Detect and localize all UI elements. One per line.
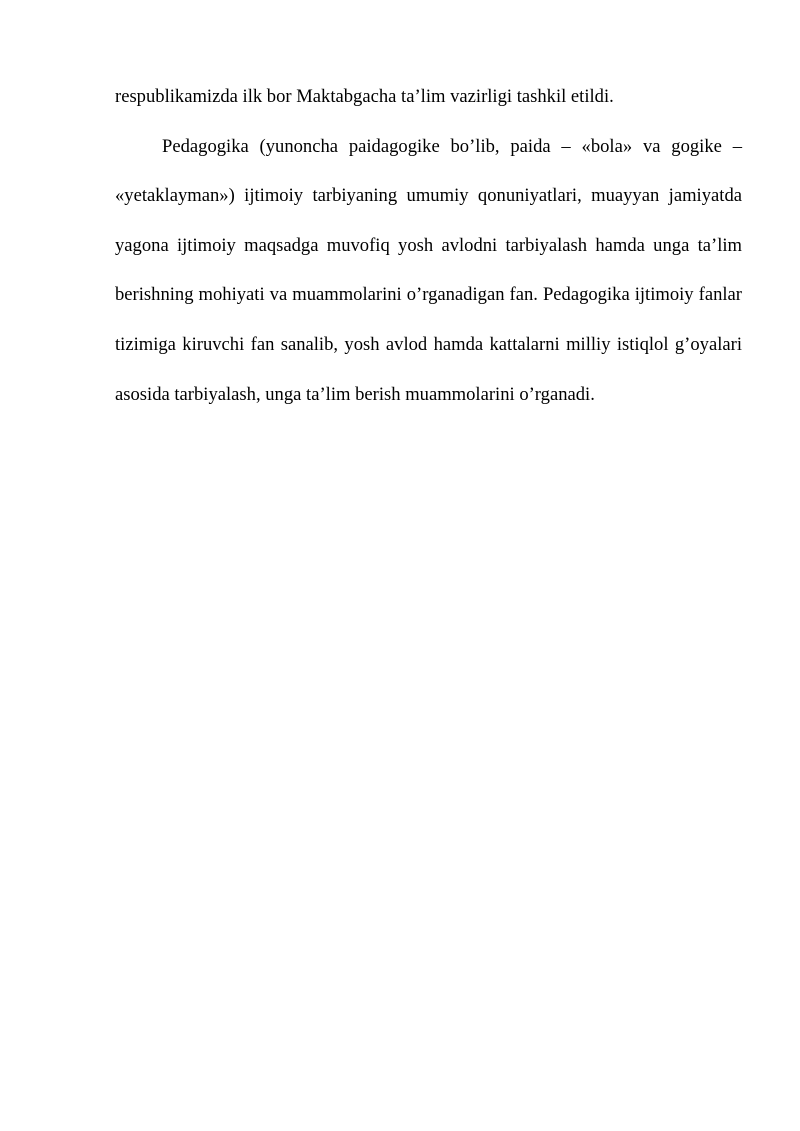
paragraph-pedagogika-definition: Pedagogika (yunoncha paidagogike bo’lib, paida – «bola» va gogike – «yetaklayman») ijtimoiy tarbiyaning umumiy qonuniyatlari, muayyan jamiyatda yagona ijtimoiy maqsadga muvofiq yosh avlodni tarbiyalash hamda unga ta’lim berishning mohiyati va muammolarini o’rganadigan fan. Pedagogika ijtimoiy fanlar tizimiga kiruvchi fan sanalib, yosh avlod hamda kattalarni milliy istiqlol g’oyalari asosida tarbiyalash, unga ta’lim berish muammolarini o’rganadi. [115,135,742,405]
paragraph-continuation: respublikamizda ilk bor Maktabgacha ta’lim vazirligi tashkil etildi. [115,86,614,107]
body-text [115,72,742,419]
